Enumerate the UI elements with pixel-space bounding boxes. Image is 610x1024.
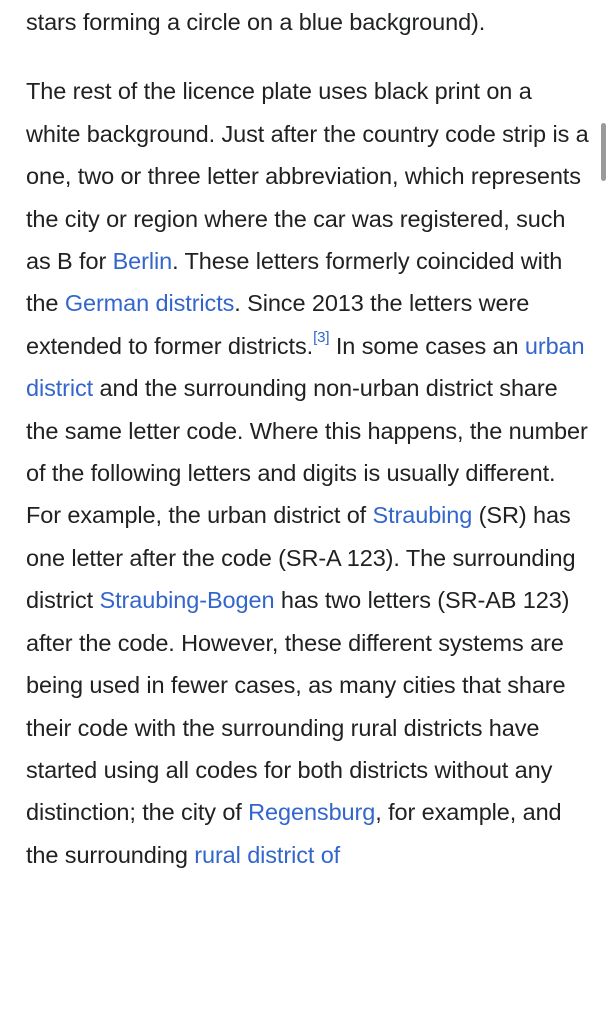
paragraph-text: and the surrounding non-urban district share the same letter code. Where this happens, the number of the following letters and digits is usually different. For example, the urban district of xyxy=(26,375,588,529)
paragraph-text: In some cases an xyxy=(329,332,525,359)
link-regensburg[interactable]: Regensburg xyxy=(248,799,376,826)
paragraph-text: The rest of the licence plate uses black print on a white background. Just after the country code strip is a one, two or three letter abbreviation, which represents the city or region where the car was registered, such as B for xyxy=(26,78,589,275)
link-straubing-bogen[interactable]: Straubing-Bogen xyxy=(99,587,275,614)
link-berlin[interactable]: Berlin xyxy=(112,248,173,275)
paragraph-text: has two letters (SR-AB 123) after the code. However, these different systems are being used in fewer cases, as many cities that share their code with the surrounding rural districts have started using all codes for both districts without any distinction; the city of xyxy=(26,587,570,826)
link-rural-district[interactable]: rural district of xyxy=(194,841,341,868)
link-urban-district[interactable]: urban district xyxy=(26,332,585,402)
paragraph-licence-plate xyxy=(26,70,592,876)
paragraph-text: stars forming a circle on a blue background). xyxy=(26,9,486,35)
paragraph-text: . Since 2013 the letters were extended to former districts. xyxy=(26,290,530,359)
paragraph-text: , for example, and the surrounding xyxy=(26,799,562,868)
paragraph-continuation xyxy=(26,1,592,43)
link-straubing[interactable]: Straubing xyxy=(372,502,473,529)
scrollbar-thumb[interactable] xyxy=(601,123,606,181)
reference-3-link[interactable]: [3] xyxy=(313,329,330,347)
link-german-districts[interactable]: German districts xyxy=(64,290,235,317)
paragraph-text: (SR) has one letter after the code (SR-A 123). The surrounding district xyxy=(26,502,576,614)
paragraph-text: . These letters formerly coincided with the xyxy=(26,248,563,317)
article-body xyxy=(26,0,592,876)
